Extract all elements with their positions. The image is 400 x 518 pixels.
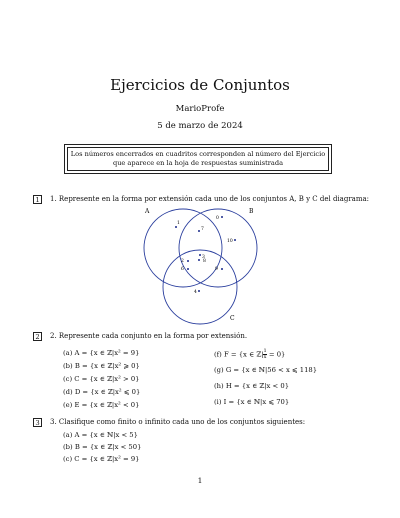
venn-element-0 — [216, 215, 223, 221]
svg-text:9: 9 — [215, 267, 218, 272]
venn-element-1 — [175, 220, 180, 228]
venn-circle-a — [144, 209, 222, 287]
venn-element-2 — [181, 258, 189, 264]
exercise-1-statement: 1. Represente en la forma por extensión cada uno de los conjuntos A, B y C del diagrama: — [50, 195, 370, 203]
notice-line-2: que aparece en la hoja de respuestas suministrada — [112, 159, 284, 167]
venn-label-b: B — [249, 208, 254, 215]
exercise-2-item-h: (h) H = {x ∈ ℤ|x < 0} — [214, 382, 290, 390]
exercise-2-item-g: (g) G = {x ∈ ℕ|56 < x ⩽ 118} — [214, 366, 318, 374]
exercise-2-item-a: (a) A = {x ∈ ℤ|x² = 9} — [63, 349, 140, 357]
svg-text:4: 4 — [194, 290, 197, 295]
notice-line-1: Los números encerrados en cuadritos corresponden al número del Ejercicio — [70, 150, 326, 158]
exercise-2-item-i: (i) I = {x ∈ ℕ|x ⩽ 70} — [214, 398, 290, 406]
svg-text:6: 6 — [181, 267, 184, 272]
svg-text:1: 1 — [177, 221, 180, 226]
venn-circle-c — [163, 250, 237, 324]
exercise-2-item-d: (d) D = {x ∈ ℤ|x² ⩽ 0} — [63, 388, 141, 396]
date: 5 de marzo de 2024 — [157, 121, 243, 131]
venn-element-4 — [194, 289, 200, 295]
exercise-1-number-box: 1 — [33, 195, 42, 204]
exercise-3-number-box: 3 — [33, 418, 42, 427]
exercise-2-item-e: (e) E = {x ∈ ℤ|x² < 0} — [63, 401, 140, 409]
exercise-2-statement: 2. Represente cada conjunto en la forma por extensión. — [50, 332, 248, 340]
svg-text:8: 8 — [203, 259, 206, 264]
page-title: Ejercicios de Conjuntos — [110, 76, 290, 94]
svg-text:2: 2 — [181, 259, 184, 264]
venn-label-c: C — [230, 315, 235, 322]
exercise-3-item-a: (a) A = {x ∈ ℕ|x < 5} — [63, 431, 138, 439]
exercise-3-item-c: (c) C = {x ∈ ℤ|x² = 9} — [63, 455, 140, 463]
exercise-3-statement: 3. Clasifique como finito o infinito cada uno de los conjuntos siguientes: — [50, 418, 306, 426]
exercise-3-item-b: (b) B = {x ∈ ℤ|x < 50} — [63, 443, 142, 451]
venn-element-10 — [227, 238, 236, 244]
svg-text:3: 3 — [202, 255, 205, 260]
svg-text:7: 7 — [201, 227, 204, 232]
venn-element-7 — [198, 226, 204, 232]
fraction-one-over-x: $\frac{1}{x}$ — [263, 348, 267, 360]
venn-element-9 — [215, 266, 223, 272]
page-number: 1 — [197, 476, 203, 485]
venn-label-a: A — [145, 208, 150, 215]
exercise-2-item-b: (b) B = {x ∈ ℤ|x² ⩾ 0} — [63, 362, 140, 370]
svg-text:0: 0 — [216, 216, 219, 221]
svg-text:10: 10 — [227, 239, 233, 244]
author: MarioProfe — [175, 104, 225, 114]
exercise-2-item-f: (f) F = {x ∈ ℤ| $\frac{1}{x}$ = 0} — [214, 348, 286, 360]
exercise-2-number-box: 2 — [33, 332, 42, 341]
exercise-2-item-c: (c) C = {x ∈ ℤ|x² > 0} — [63, 375, 140, 383]
